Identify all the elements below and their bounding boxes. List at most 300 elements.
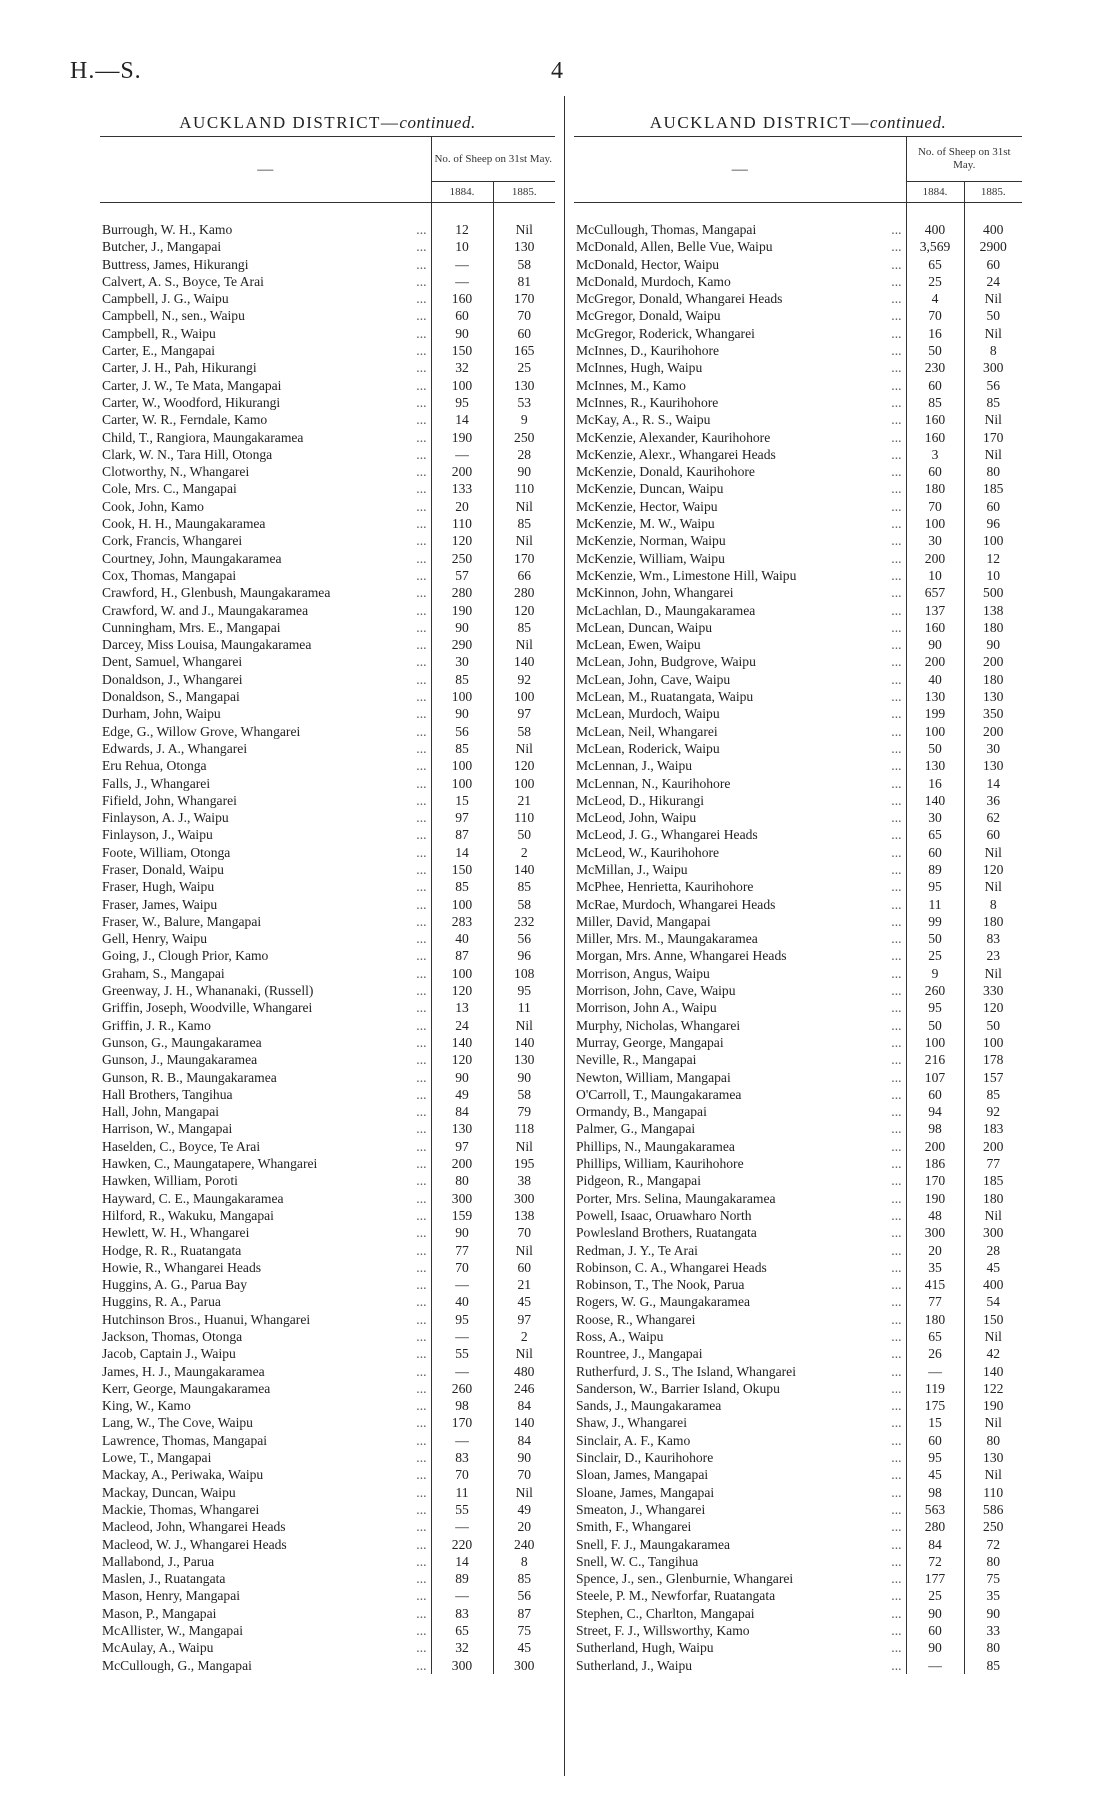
owner-name (574, 723, 906, 740)
sheep-1884: 300 (906, 1224, 964, 1241)
leader-dots: ... (416, 377, 427, 393)
owner-name-text: Stephen, C., Charlton, Mangapai (576, 1605, 755, 1621)
owner-name (574, 930, 906, 947)
leader-dots: ... (416, 1605, 427, 1621)
sheep-1884: 200 (906, 1138, 964, 1155)
table-row (574, 1570, 1022, 1587)
table-row (574, 1190, 1022, 1207)
table-row (574, 913, 1022, 930)
table-row (100, 688, 555, 705)
sheep-1885: 108 (493, 965, 555, 982)
table-row (100, 757, 555, 774)
year-1884-header: 1884. (431, 182, 493, 203)
table-row (100, 342, 555, 359)
sheep-count-header: No. of Sheep on 31st May. (906, 137, 1022, 182)
owner-name-text: Powell, Isaac, Oruawharo North (576, 1207, 752, 1223)
sheep-1884: 170 (906, 1172, 964, 1189)
table-row (574, 688, 1022, 705)
owner-name-text: McLean, Roderick, Waipu (576, 740, 720, 756)
owner-name (100, 567, 431, 584)
owner-name-text: Roose, R., Whangarei (576, 1311, 696, 1327)
sheep-1884: 70 (906, 307, 964, 324)
leader-dots: ... (416, 1156, 427, 1172)
sheep-1885: 140 (493, 1414, 555, 1431)
sheep-1884: 280 (906, 1518, 964, 1535)
table-row (100, 653, 555, 670)
sheep-1884: 110 (431, 515, 493, 532)
sheep-1884: 16 (906, 325, 964, 342)
owner-name-text: Street, F. J., Willsworthy, Kamo (576, 1623, 750, 1639)
leader-dots: ... (416, 775, 427, 791)
owner-name (100, 1414, 431, 1431)
table-row (574, 1293, 1022, 1310)
sheep-1885: 80 (964, 1553, 1022, 1570)
sheep-1884: 98 (906, 1484, 964, 1501)
owner-name (100, 1397, 431, 1414)
table-row (100, 1242, 555, 1259)
column-divider (564, 96, 565, 1776)
table-row (100, 446, 555, 463)
sheep-1884: 180 (906, 480, 964, 497)
owner-name-text: Dent, Samuel, Whangarei (102, 654, 243, 670)
leader-dots: ... (891, 775, 902, 791)
sheep-1884: 94 (906, 1103, 964, 1120)
owner-name-text: McKinnon, John, Whangarei (576, 585, 734, 601)
owner-name (574, 826, 906, 843)
sheep-1885: 400 (964, 1276, 1022, 1293)
leader-dots: ... (416, 1104, 427, 1120)
table-row (574, 1086, 1022, 1103)
owner-name-text: Phillips, William, Kaurihohore (576, 1156, 744, 1172)
table-row (574, 861, 1022, 878)
sheep-1884: 60 (906, 377, 964, 394)
table-row (574, 359, 1022, 376)
owner-name-text: McInnes, M., Kamo (576, 377, 686, 393)
leader-dots: ... (416, 481, 427, 497)
sheep-1884: 100 (431, 688, 493, 705)
sheep-1884: 159 (431, 1207, 493, 1224)
sheep-1885: 12 (964, 550, 1022, 567)
table-row (574, 429, 1022, 446)
sheep-1885: 300 (493, 1190, 555, 1207)
sheep-1884: 90 (431, 1069, 493, 1086)
owner-name-text: Hawken, William, Poroti (102, 1173, 238, 1189)
owner-name (574, 342, 906, 359)
leader-dots: ... (891, 1000, 902, 1016)
owner-name (574, 1172, 906, 1189)
owner-name (574, 1190, 906, 1207)
leader-dots: ... (416, 1640, 427, 1656)
table-row (100, 1639, 555, 1656)
owner-name (574, 1345, 906, 1362)
owner-name (100, 826, 431, 843)
owner-name (100, 1345, 431, 1362)
leader-dots: ... (416, 965, 427, 981)
owner-name (100, 1328, 431, 1345)
table-row (574, 999, 1022, 1016)
leader-dots: ... (416, 1086, 427, 1102)
table-row (574, 1051, 1022, 1068)
owner-name (100, 1190, 431, 1207)
sheep-1884: 30 (906, 532, 964, 549)
leader-dots: ... (891, 983, 902, 999)
owner-name-text: Sloan, James, Mangapai (576, 1467, 709, 1483)
owner-name-text: McKay, A., R. S., Waipu (576, 412, 711, 428)
sheep-1885: 250 (493, 429, 555, 446)
sheep-1885: 85 (964, 1086, 1022, 1103)
sheep-1885: 23 (964, 947, 1022, 964)
table-row (574, 896, 1022, 913)
leader-dots: ... (891, 1380, 902, 1396)
leader-dots: ... (891, 429, 902, 445)
owner-name-text: Rountree, J., Mangapai (576, 1346, 703, 1362)
leader-dots: ... (416, 1346, 427, 1362)
table-row (100, 1605, 555, 1622)
leader-dots: ... (416, 567, 427, 583)
sheep-1885: 120 (493, 757, 555, 774)
sheep-1884: 77 (906, 1293, 964, 1310)
sheep-1885: 200 (964, 723, 1022, 740)
owner-name (100, 463, 431, 480)
owner-name-text: Robinson, T., The Nook, Parua (576, 1277, 745, 1293)
owner-name (574, 221, 906, 238)
owner-name (574, 1605, 906, 1622)
owner-name (100, 792, 431, 809)
sheep-1885: 80 (964, 463, 1022, 480)
sheep-1885: 50 (964, 1017, 1022, 1034)
leader-dots: ... (416, 222, 427, 237)
sheep-1885: 110 (964, 1484, 1022, 1501)
sheep-1885: 400 (964, 221, 1022, 238)
sheep-1884: 55 (431, 1501, 493, 1518)
sheep-1885: 24 (964, 273, 1022, 290)
sheep-1884: 98 (431, 1397, 493, 1414)
owner-name-text: McInnes, R., Kaurihohore (576, 394, 719, 410)
sheep-1884: 200 (906, 653, 964, 670)
sheep-1885: 300 (493, 1657, 555, 1674)
table-row (574, 1103, 1022, 1120)
owner-name (574, 290, 906, 307)
sheep-1884: 50 (906, 930, 964, 947)
owner-name (574, 1103, 906, 1120)
leader-dots: ... (891, 723, 902, 739)
owner-name-text: McLean, John, Cave, Waipu (576, 671, 731, 687)
sheep-1885: 60 (964, 498, 1022, 515)
sheep-1884: 107 (906, 1069, 964, 1086)
leader-dots: ... (891, 1277, 902, 1293)
sheep-1884: 97 (431, 809, 493, 826)
owner-name (100, 1103, 431, 1120)
sheep-1884: 85 (431, 740, 493, 757)
owner-name (574, 982, 906, 999)
owner-name-text: Lawrence, Thomas, Mangapai (102, 1432, 268, 1448)
table-row (100, 1449, 555, 1466)
table-row (574, 723, 1022, 740)
owner-name-text: McDonald, Hector, Waipu (576, 256, 720, 272)
leader-dots: ... (891, 291, 902, 307)
sheep-1884: 95 (906, 878, 964, 895)
owner-name-text: McLean, Murdoch, Waipu (576, 706, 720, 722)
owner-name-text: Carter, J. W., Te Mata, Mangapai (102, 377, 282, 393)
leader-dots: ... (416, 1553, 427, 1569)
owner-name-text: Greenway, J. H., Whananaki, (Russell) (102, 983, 314, 999)
owner-name-text: Gunson, R. B., Maungakaramea (102, 1069, 277, 1085)
owner-name-text: Hilford, R., Wakuku, Mangapai (102, 1207, 274, 1223)
leader-dots: ... (891, 1415, 902, 1431)
table-row (100, 1172, 555, 1189)
sheep-1885: 50 (964, 307, 1022, 324)
owner-name-text: McInnes, Hugh, Waipu (576, 360, 703, 376)
leader-dots: ... (416, 637, 427, 653)
owner-name-text: Murphy, Nicholas, Whangarei (576, 1017, 741, 1033)
table-row (574, 1276, 1022, 1293)
owner-name (100, 930, 431, 947)
sheep-1885: 100 (493, 688, 555, 705)
owner-name-text: McLean, Duncan, Waipu (576, 619, 713, 635)
owner-name-text: Snell, F. J., Maungakaramea (576, 1536, 731, 1552)
sheep-1884: 400 (906, 221, 964, 238)
sheep-1885: 11 (493, 999, 555, 1016)
leader-dots: ... (891, 1138, 902, 1154)
leader-dots: ... (891, 516, 902, 532)
sheep-1884: 100 (431, 896, 493, 913)
owner-name (574, 238, 906, 255)
leader-dots: ... (416, 1501, 427, 1517)
table-row (574, 982, 1022, 999)
sheep-1885: 120 (964, 861, 1022, 878)
owner-name (100, 1120, 431, 1137)
leader-dots: ... (891, 1104, 902, 1120)
table-row (100, 256, 555, 273)
owner-name (100, 584, 431, 601)
owner-name-text: McGregor, Roderick, Whangarei (576, 325, 755, 341)
sheep-1885: 90 (493, 463, 555, 480)
owner-name-text: Carter, E., Mangapai (102, 343, 216, 359)
leader-dots: ... (416, 1432, 427, 1448)
sheep-1885: 110 (493, 480, 555, 497)
sheep-1884: — (906, 1657, 964, 1674)
owner-name (574, 256, 906, 273)
owner-name-text: Huggins, A. G., Parua Bay (102, 1277, 247, 1293)
owner-name (100, 1570, 431, 1587)
leader-dots: ... (891, 879, 902, 895)
sheep-1884: 89 (431, 1570, 493, 1587)
sheep-1884: 260 (431, 1380, 493, 1397)
owner-name (100, 982, 431, 999)
leader-dots: ... (416, 412, 427, 428)
sheep-1884: 657 (906, 584, 964, 601)
owner-name-text: McLean, Neil, Whangarei (576, 723, 718, 739)
owner-name (574, 775, 906, 792)
leader-dots: ... (891, 637, 902, 653)
owner-name (574, 1397, 906, 1414)
owner-name (100, 290, 431, 307)
owner-name (100, 1259, 431, 1276)
table-row (100, 1086, 555, 1103)
owner-name (574, 1570, 906, 1587)
leader-dots: ... (416, 291, 427, 307)
owner-name-text: Edge, G., Willow Grove, Whangarei (102, 723, 301, 739)
owner-name-text: McLennan, J., Waipu (576, 758, 693, 774)
table-row (574, 792, 1022, 809)
sheep-1885: 586 (964, 1501, 1022, 1518)
leader-dots: ... (891, 325, 902, 341)
owner-name (574, 705, 906, 722)
owner-name (100, 1172, 431, 1189)
owner-name-text: Spence, J., sen., Glenburnie, Whangarei (576, 1571, 794, 1587)
table-row (574, 498, 1022, 515)
leader-dots: ... (416, 706, 427, 722)
sheep-1884: 100 (906, 723, 964, 740)
sheep-1885: 350 (964, 705, 1022, 722)
sheep-1885: 96 (493, 947, 555, 964)
table-row (100, 532, 555, 549)
leader-dots: ... (416, 1398, 427, 1414)
leader-dots: ... (891, 1052, 902, 1068)
sheep-1884: — (431, 1363, 493, 1380)
owner-name (100, 1242, 431, 1259)
owner-name-text: Miller, Mrs. M., Maungakaramea (576, 931, 758, 947)
leader-dots: ... (891, 965, 902, 981)
sheep-1884: 283 (431, 913, 493, 930)
owner-name-text: McLean, John, Budgrove, Waipu (576, 654, 756, 670)
table-row (574, 1553, 1022, 1570)
sheep-1885: 28 (964, 1242, 1022, 1259)
owner-name (100, 1380, 431, 1397)
leader-dots: ... (891, 1017, 902, 1033)
owner-name-text: Eru Rehua, Otonga (102, 758, 207, 774)
owner-name-text: McDonald, Murdoch, Kamo (576, 273, 731, 289)
table-row (574, 826, 1022, 843)
table-row (574, 1069, 1022, 1086)
owner-name (574, 1518, 906, 1535)
owner-name-text: Donaldson, S., Mangapai (102, 689, 240, 705)
sheep-1884: 57 (431, 567, 493, 584)
sheep-1885: 130 (493, 238, 555, 255)
owner-name-text: James, H. J., Maungakaramea (102, 1363, 265, 1379)
table-row (574, 705, 1022, 722)
owner-name-text: Edwards, J. A., Whangarei (102, 740, 248, 756)
sheep-1884: 170 (431, 1414, 493, 1431)
table-row (574, 1259, 1022, 1276)
sheep-count-header: No. of Sheep on 31st May. (431, 137, 555, 182)
leader-dots: ... (416, 464, 427, 480)
table-row (100, 1311, 555, 1328)
sheep-1884: 95 (431, 1311, 493, 1328)
owner-name-text: Macleod, W. J., Whangarei Heads (102, 1536, 287, 1552)
owner-name (100, 429, 431, 446)
leader-dots: ... (416, 654, 427, 670)
leader-dots: ... (891, 913, 902, 929)
owner-name-text: Durham, John, Waipu (102, 706, 221, 722)
leader-dots: ... (416, 498, 427, 514)
owner-name (100, 359, 431, 376)
owner-name-text: Mackay, A., Periwaka, Waipu (102, 1467, 264, 1483)
owner-name-text: Griffin, J. R., Kamo (102, 1017, 211, 1033)
owner-name-text: Fraser, Hugh, Waipu (102, 879, 215, 895)
leader-dots: ... (891, 827, 902, 843)
sheep-1885: 97 (493, 1311, 555, 1328)
sheep-1885: 85 (493, 878, 555, 895)
sheep-1885: Nil (493, 636, 555, 653)
sheep-1885: 280 (493, 584, 555, 601)
table-row (574, 1017, 1022, 1034)
owner-name (100, 515, 431, 532)
sheep-1884: 130 (906, 688, 964, 705)
owner-name-text: Redman, J. Y., Te Arai (576, 1242, 698, 1258)
table-row (100, 965, 555, 982)
sheep-1885: Nil (493, 1138, 555, 1155)
table-row (574, 567, 1022, 584)
sheep-1884: 14 (431, 1553, 493, 1570)
owner-name-text: Sanderson, W., Barrier Island, Okupu (576, 1380, 780, 1396)
owner-name (100, 688, 431, 705)
sheep-1885: 110 (493, 809, 555, 826)
leader-dots: ... (891, 1294, 902, 1310)
table-row (574, 844, 1022, 861)
leader-dots: ... (416, 1519, 427, 1535)
table-row (574, 394, 1022, 411)
table-row (100, 1207, 555, 1224)
sheep-1884: — (431, 1276, 493, 1293)
sheep-1885: 95 (493, 982, 555, 999)
owner-name (100, 1432, 431, 1449)
owner-name-text: Fraser, Donald, Waipu (102, 861, 224, 877)
owner-name-text: Campbell, R., Waipu (102, 325, 216, 341)
sheep-1885: 165 (493, 342, 555, 359)
leader-dots: ... (891, 1398, 902, 1414)
leader-dots: ... (416, 1277, 427, 1293)
owner-name (100, 1484, 431, 1501)
table-row (100, 411, 555, 428)
owner-name-text: McLeod, John, Waipu (576, 810, 697, 826)
owner-name (100, 965, 431, 982)
table-row (100, 1120, 555, 1137)
sheep-1885: 85 (493, 515, 555, 532)
sheep-1885: 35 (964, 1587, 1022, 1604)
sheep-1884: — (431, 1328, 493, 1345)
owner-name-text: Foote, William, Otonga (102, 844, 231, 860)
sheep-1885: 85 (964, 1657, 1022, 1674)
table-row (100, 394, 555, 411)
owner-name (100, 1501, 431, 1518)
owner-name (100, 1138, 431, 1155)
leader-dots: ... (891, 1363, 902, 1379)
owner-name-text: McGregor, Donald, Whangarei Heads (576, 291, 783, 307)
leader-dots: ... (416, 861, 427, 877)
leader-dots: ... (891, 1588, 902, 1604)
sheep-1884: 11 (431, 1484, 493, 1501)
sheep-1884: 220 (431, 1536, 493, 1553)
sheep-1885: 246 (493, 1380, 555, 1397)
owner-name-text: Sinclair, D., Kaurihohore (576, 1450, 714, 1466)
owner-name (100, 394, 431, 411)
owner-name (100, 1363, 431, 1380)
leader-dots: ... (416, 758, 427, 774)
leader-dots: ... (891, 446, 902, 462)
owner-name-text: Finlayson, A. J., Waipu (102, 810, 229, 826)
owner-name (574, 1587, 906, 1604)
leader-dots: ... (416, 1294, 427, 1310)
leader-dots: ... (416, 429, 427, 445)
sheep-1885: Nil (493, 740, 555, 757)
sheep-1884: 160 (906, 429, 964, 446)
owner-name (100, 532, 431, 549)
sheep-1884: 35 (906, 1259, 964, 1276)
sheep-1885: 75 (493, 1622, 555, 1639)
sheep-1885: 33 (964, 1622, 1022, 1639)
sheep-1885: 58 (493, 896, 555, 913)
